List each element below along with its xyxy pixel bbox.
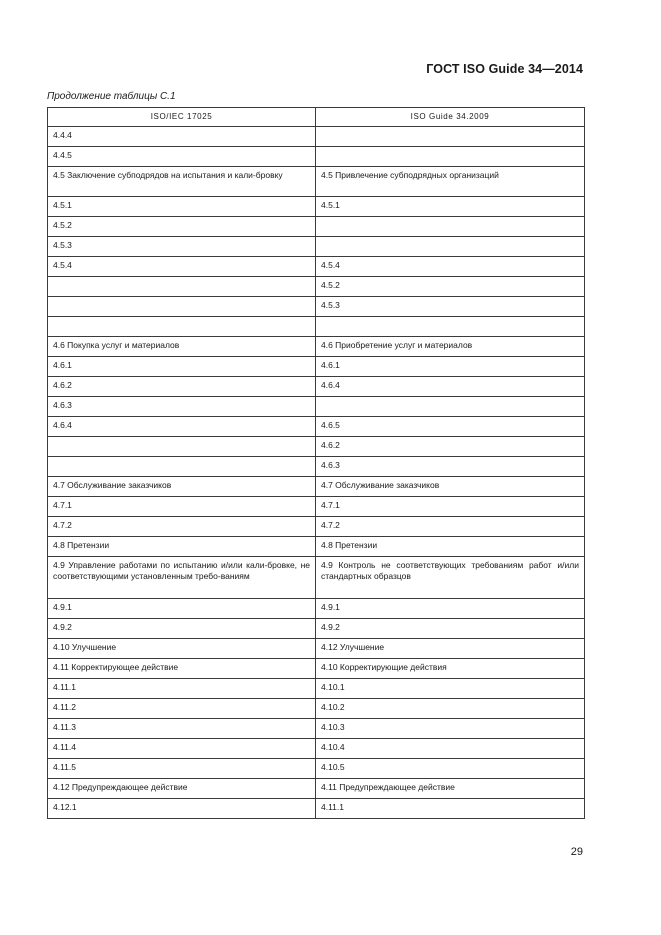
cell-iso-guide-34: 4.7.1 <box>316 497 585 517</box>
cell-iso-iec-17025: 4.5.3 <box>48 237 316 257</box>
table-row <box>48 237 585 257</box>
cell-iso-guide-34: 4.6.1 <box>316 357 585 377</box>
cell-iso-iec-17025: 4.11 Корректирующее действие <box>48 659 316 679</box>
cell-iso-iec-17025: 4.7.1 <box>48 497 316 517</box>
cell-iso-iec-17025: 4.6.2 <box>48 377 316 397</box>
cell-iso-iec-17025 <box>48 297 316 317</box>
table-row <box>48 557 585 599</box>
table-row <box>48 659 585 679</box>
table-row <box>48 739 585 759</box>
cell-iso-guide-34: 4.10.4 <box>316 739 585 759</box>
table-row <box>48 679 585 699</box>
cell-iso-iec-17025: 4.9.1 <box>48 599 316 619</box>
table-row <box>48 799 585 819</box>
cell-iso-guide-34: 4.6.3 <box>316 457 585 477</box>
table-row <box>48 537 585 557</box>
cell-iso-iec-17025: 4.12.1 <box>48 799 316 819</box>
cell-iso-guide-34: 4.7 Обслуживание заказчиков <box>316 477 585 497</box>
table-row <box>48 759 585 779</box>
cell-iso-guide-34: 4.12 Улучшение <box>316 639 585 659</box>
cell-iso-guide-34: 4.5.4 <box>316 257 585 277</box>
cell-iso-guide-34 <box>316 127 585 147</box>
table-row <box>48 257 585 277</box>
cell-iso-iec-17025: 4.10 Улучшение <box>48 639 316 659</box>
cell-iso-guide-34 <box>316 317 585 337</box>
table-row <box>48 517 585 537</box>
cell-iso-iec-17025: 4.6 Покупка услуг и материалов <box>48 337 316 357</box>
cell-iso-guide-34 <box>316 147 585 167</box>
cell-iso-guide-34: 4.5 Привлечение субподрядных организаций <box>316 167 585 197</box>
cell-iso-guide-34: 4.5.2 <box>316 277 585 297</box>
cell-iso-guide-34 <box>316 217 585 237</box>
cell-iso-guide-34: 4.10.2 <box>316 699 585 719</box>
cell-iso-guide-34: 4.5.1 <box>316 197 585 217</box>
cell-iso-guide-34: 4.10.3 <box>316 719 585 739</box>
table-row <box>48 699 585 719</box>
cell-iso-guide-34: 4.9.1 <box>316 599 585 619</box>
column-header-iso-iec-17025: ISO/IEC 17025 <box>48 108 316 127</box>
cell-iso-iec-17025: 4.6.4 <box>48 417 316 437</box>
cell-iso-iec-17025: 4.5 Заключение субподрядов на испытания и кали-бровку <box>48 167 316 197</box>
cell-iso-guide-34: 4.6 Приобретение услуг и материалов <box>316 337 585 357</box>
table-row <box>48 477 585 497</box>
table-row <box>48 147 585 167</box>
cell-iso-iec-17025: 4.9 Управление работами по испытанию и/или кали-бровке, не соответствующими установленным требо-ваниям <box>48 557 316 599</box>
cell-iso-iec-17025 <box>48 457 316 477</box>
cell-iso-guide-34: 4.6.5 <box>316 417 585 437</box>
page-number: 29 <box>570 846 583 858</box>
table-row <box>48 337 585 357</box>
table-row <box>48 619 585 639</box>
table-row <box>48 127 585 147</box>
cell-iso-guide-34 <box>316 237 585 257</box>
table-header-row <box>48 108 585 127</box>
table-row <box>48 297 585 317</box>
table-row <box>48 217 585 237</box>
cell-iso-iec-17025: 4.5.1 <box>48 197 316 217</box>
cell-iso-iec-17025 <box>48 277 316 297</box>
cell-iso-guide-34: 4.6.2 <box>316 437 585 457</box>
cell-iso-guide-34: 4.6.4 <box>316 377 585 397</box>
cell-iso-iec-17025: 4.11.4 <box>48 739 316 759</box>
cell-iso-iec-17025: 4.8 Претензии <box>48 537 316 557</box>
cell-iso-guide-34: 4.11 Предупреждающее действие <box>316 779 585 799</box>
cell-iso-guide-34: 4.8 Претензии <box>316 537 585 557</box>
cell-iso-guide-34 <box>316 397 585 417</box>
table-row <box>48 197 585 217</box>
cell-iso-guide-34: 4.7.2 <box>316 517 585 537</box>
cell-iso-iec-17025: 4.5.2 <box>48 217 316 237</box>
cell-iso-iec-17025: 4.9.2 <box>48 619 316 639</box>
cell-iso-iec-17025: 4.11.1 <box>48 679 316 699</box>
cell-iso-iec-17025: 4.11.2 <box>48 699 316 719</box>
table-row <box>48 639 585 659</box>
cell-iso-guide-34: 4.11.1 <box>316 799 585 819</box>
cell-iso-guide-34: 4.5.3 <box>316 297 585 317</box>
column-header-iso-guide-34: ISO Guide 34.2009 <box>316 108 585 127</box>
table-row <box>48 779 585 799</box>
cell-iso-iec-17025: 4.6.1 <box>48 357 316 377</box>
cell-iso-iec-17025: 4.11.3 <box>48 719 316 739</box>
table-row <box>48 457 585 477</box>
cell-iso-iec-17025: 4.4.5 <box>48 147 316 167</box>
comparison-table <box>47 107 585 819</box>
table-caption: Продолжение таблицы С.1 <box>47 91 176 102</box>
table-row <box>48 397 585 417</box>
table-row <box>48 377 585 397</box>
cell-iso-iec-17025: 4.12 Предупреждающее действие <box>48 779 316 799</box>
cell-iso-guide-34: 4.9 Контроль не соответствующих требованиям работ и/или стандартных образцов <box>316 557 585 599</box>
table-body <box>48 127 585 819</box>
table-row <box>48 437 585 457</box>
cell-iso-guide-34: 4.10.5 <box>316 759 585 779</box>
table-row <box>48 357 585 377</box>
cell-iso-iec-17025: 4.11.5 <box>48 759 316 779</box>
cell-iso-iec-17025: 4.7 Обслуживание заказчиков <box>48 477 316 497</box>
cell-iso-iec-17025: 4.6.3 <box>48 397 316 417</box>
table-row <box>48 317 585 337</box>
cell-iso-iec-17025 <box>48 317 316 337</box>
cell-iso-iec-17025: 4.4.4 <box>48 127 316 147</box>
table-row <box>48 719 585 739</box>
cell-iso-iec-17025: 4.5.4 <box>48 257 316 277</box>
cell-iso-iec-17025: 4.7.2 <box>48 517 316 537</box>
table-row <box>48 497 585 517</box>
table-row <box>48 167 585 197</box>
cell-iso-guide-34: 4.10.1 <box>316 679 585 699</box>
cell-iso-guide-34: 4.9.2 <box>316 619 585 639</box>
cell-iso-guide-34: 4.10 Корректирующие действия <box>316 659 585 679</box>
document-code: ГОСТ ISO Guide 34—2014 <box>426 62 583 76</box>
cell-iso-iec-17025 <box>48 437 316 457</box>
table-row <box>48 417 585 437</box>
table-row <box>48 277 585 297</box>
table-row <box>48 599 585 619</box>
